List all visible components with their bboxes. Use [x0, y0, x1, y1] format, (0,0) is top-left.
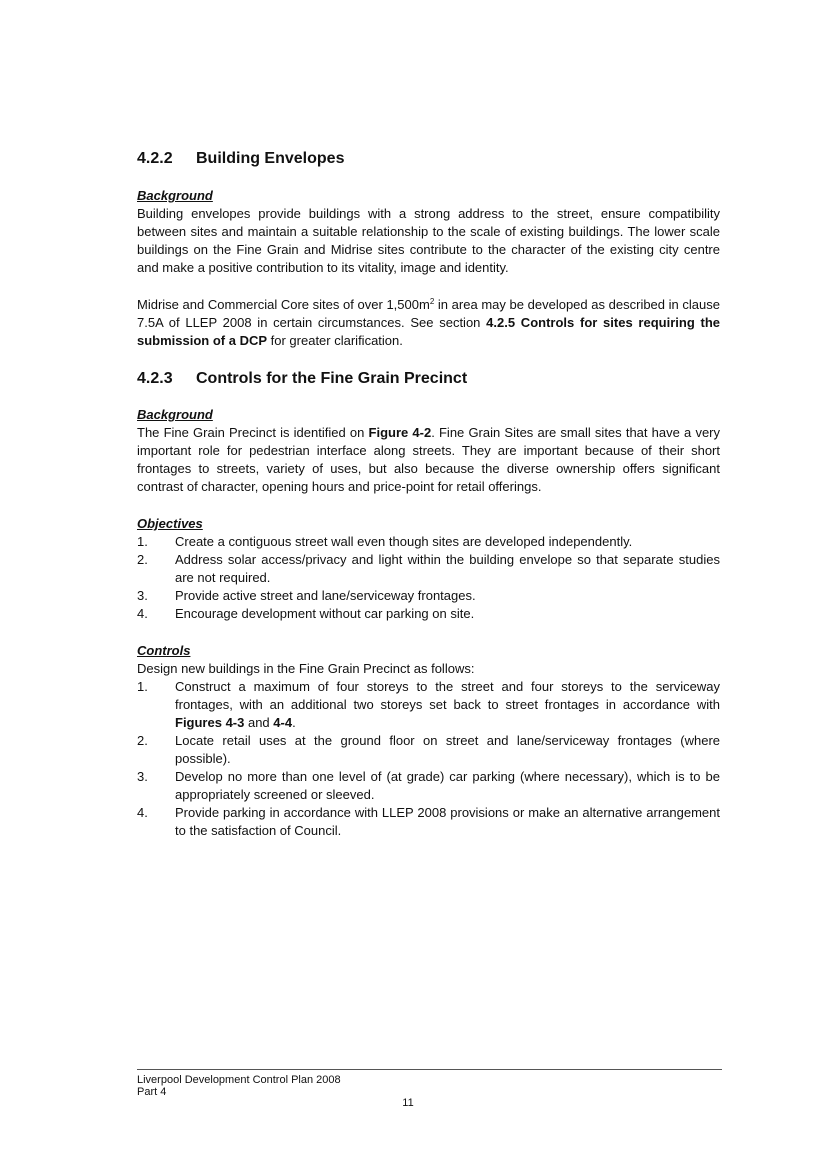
list-item — [137, 678, 720, 732]
text-run: Construct a maximum of four storeys to the street and four storeys to the serviceway frontages, with an additional two storeys set back to street frontages in accordance with — [175, 679, 720, 712]
item-text: Develop no more than one level of (at grade) car parking (where necessary), which is to be appropriately screened or sleeved. — [175, 769, 720, 802]
text-run: in area may be developed as described in clause 7.5A of LLEP 2008 in certain circumstances. See section — [137, 297, 720, 330]
list-item — [137, 732, 720, 768]
text-run: Midrise and Commercial Core sites of over 1,500m — [137, 297, 430, 312]
item-text: Address solar access/privacy and light within the building envelope so that separate studies are not required. — [175, 552, 720, 585]
section-heading-4-2-2 — [137, 150, 344, 168]
item-number: 3. — [137, 588, 148, 603]
section-heading-4-2-3 — [137, 370, 467, 388]
item-number: 2. — [137, 552, 148, 567]
item-text: Locate retail uses at the ground floor on street and lane/serviceway frontages (where possible). — [175, 733, 720, 766]
list-item — [137, 804, 720, 840]
background-label: Background — [137, 407, 213, 422]
footer-document-title: Liverpool Development Control Plan 2008 — [137, 1074, 341, 1086]
item-number: 3. — [137, 769, 148, 784]
section-number: 4.2.2 — [137, 150, 173, 167]
list-item — [137, 533, 720, 551]
text-run: for greater clarification. — [267, 333, 403, 348]
list-item — [137, 587, 720, 605]
item-number: 1. — [137, 679, 148, 694]
footer-divider — [137, 1069, 722, 1070]
list-item — [137, 605, 720, 623]
text-run: . — [292, 715, 296, 730]
figure-reference: 4-4 — [273, 715, 293, 730]
fine-grain-paragraph — [137, 424, 720, 496]
item-text — [175, 678, 720, 732]
item-number: 1. — [137, 534, 148, 549]
section-title: Building Envelopes — [196, 150, 345, 167]
background-label: Background — [137, 188, 213, 203]
list-item — [137, 768, 720, 804]
controls-lead: Design new buildings in the Fine Grain Precinct as follows: — [137, 661, 475, 676]
item-number: 4. — [137, 805, 148, 820]
building-envelopes-paragraph: Building envelopes provide buildings with a strong address to the street, ensure compatibility between sites and maintain a suitable relationship to the scale of existing buildings. The lower scale buildings on the Fine Grain and Midrise sites contribute to the character of the existing city centre and make a positive contribution to its vitality, image and identity. — [137, 206, 720, 275]
item-text: Provide active street and lane/serviceway frontages. — [175, 588, 476, 603]
footer-part: Part 4 — [137, 1086, 167, 1098]
item-number: 4. — [137, 606, 148, 621]
objectives-list — [137, 533, 720, 623]
text-run: and — [244, 715, 274, 730]
controls-label: Controls — [137, 643, 191, 658]
item-text: Provide parking in accordance with LLEP 2008 provisions or make an alternative arrangement to the satisfaction of Council. — [175, 805, 720, 838]
text-run: The Fine Grain Precinct is identified on — [137, 425, 369, 440]
item-text: Create a contiguous street wall even though sites are developed independently. — [175, 534, 633, 549]
section-reference: 4.2.5 Controls for sites requiring the submission of a DCP — [137, 315, 720, 348]
objectives-label: Objectives — [137, 516, 203, 531]
item-text: Encourage development without car parking on site. — [175, 606, 475, 621]
page-number: 11 — [402, 1097, 414, 1109]
section-title: Controls for the Fine Grain Precinct — [196, 370, 468, 387]
midrise-paragraph — [137, 296, 720, 350]
figure-reference: Figure 4-2 — [368, 425, 432, 440]
text-run: . Fine Grain Sites are small sites that have a very important role for pedestrian interface along streets. They are important because of their short frontages to streets, variety of uses, but also because the diverse ownership offers significant contrast of character, opening hours and price-point for retail offerings. — [137, 425, 721, 494]
section-number: 4.2.3 — [137, 370, 173, 387]
item-number: 2. — [137, 733, 148, 748]
figure-reference: Figures 4-3 — [175, 715, 245, 730]
controls-list — [137, 678, 720, 840]
superscript: 2 — [429, 297, 435, 306]
list-item — [137, 551, 720, 587]
